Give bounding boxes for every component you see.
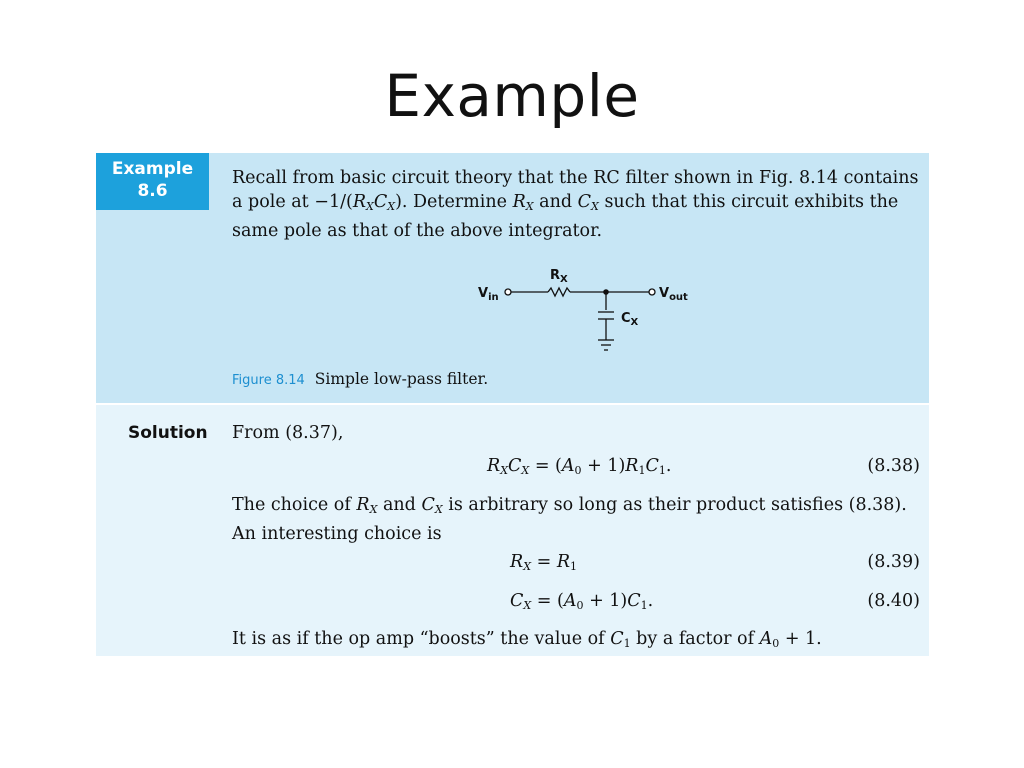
solution-intro: From (8.37),	[232, 423, 344, 443]
rx-label: $R_X$	[550, 268, 568, 285]
figure-caption	[232, 370, 488, 388]
figure-caption-text: Simple low-pass filter.	[314, 370, 489, 388]
rc-filter-circuit	[470, 262, 710, 362]
solution-label: Solution	[128, 423, 208, 443]
vout-terminal	[649, 289, 655, 295]
example-tag	[96, 153, 209, 210]
equation-number-8-38: (8.38)	[867, 456, 920, 476]
example-tag-label: Example	[111, 159, 194, 179]
equation-8-40: $C_X = (A_0 + 1)C_1$.	[510, 591, 654, 612]
vin-terminal	[505, 289, 511, 295]
slide-title: Example	[384, 62, 640, 130]
figure-number: Figure 8.14	[232, 373, 305, 388]
vin-label: $V_{in}$	[478, 286, 499, 303]
vout-label: $V_{out}$	[659, 286, 688, 303]
equation-8-38: $R_XC_X = (A_0 + 1)R_1C_1$.	[487, 456, 672, 477]
resistor-rx	[548, 288, 570, 296]
equation-number-8-39: (8.39)	[867, 552, 920, 572]
node-dot	[603, 289, 609, 295]
equation-8-39: $R_X = R_1$	[510, 552, 578, 573]
solution-paragraph-1: The choice of $R_X$ and $C_X$ is arbitrary so long as their product satisfies (8.38). An interesting choice is	[232, 495, 907, 544]
solution-paragraph-2: It is as if the op amp “boosts” the value of $C_1$ by a factor of $A_0 + 1$.	[232, 629, 822, 650]
example-tag-number: 8.6	[137, 181, 168, 201]
example-statement: Recall from basic circuit theory that the RC filter shown in Fig. 8.14 contains a pole at $-1/(R_XC_X)$. Determine $R_X$ and $C_X$ such that this circuit exhibits the same pole as that of the above integrator.	[232, 168, 919, 241]
cx-label: $C_X$	[621, 311, 639, 328]
equation-number-8-40: (8.40)	[867, 591, 920, 611]
